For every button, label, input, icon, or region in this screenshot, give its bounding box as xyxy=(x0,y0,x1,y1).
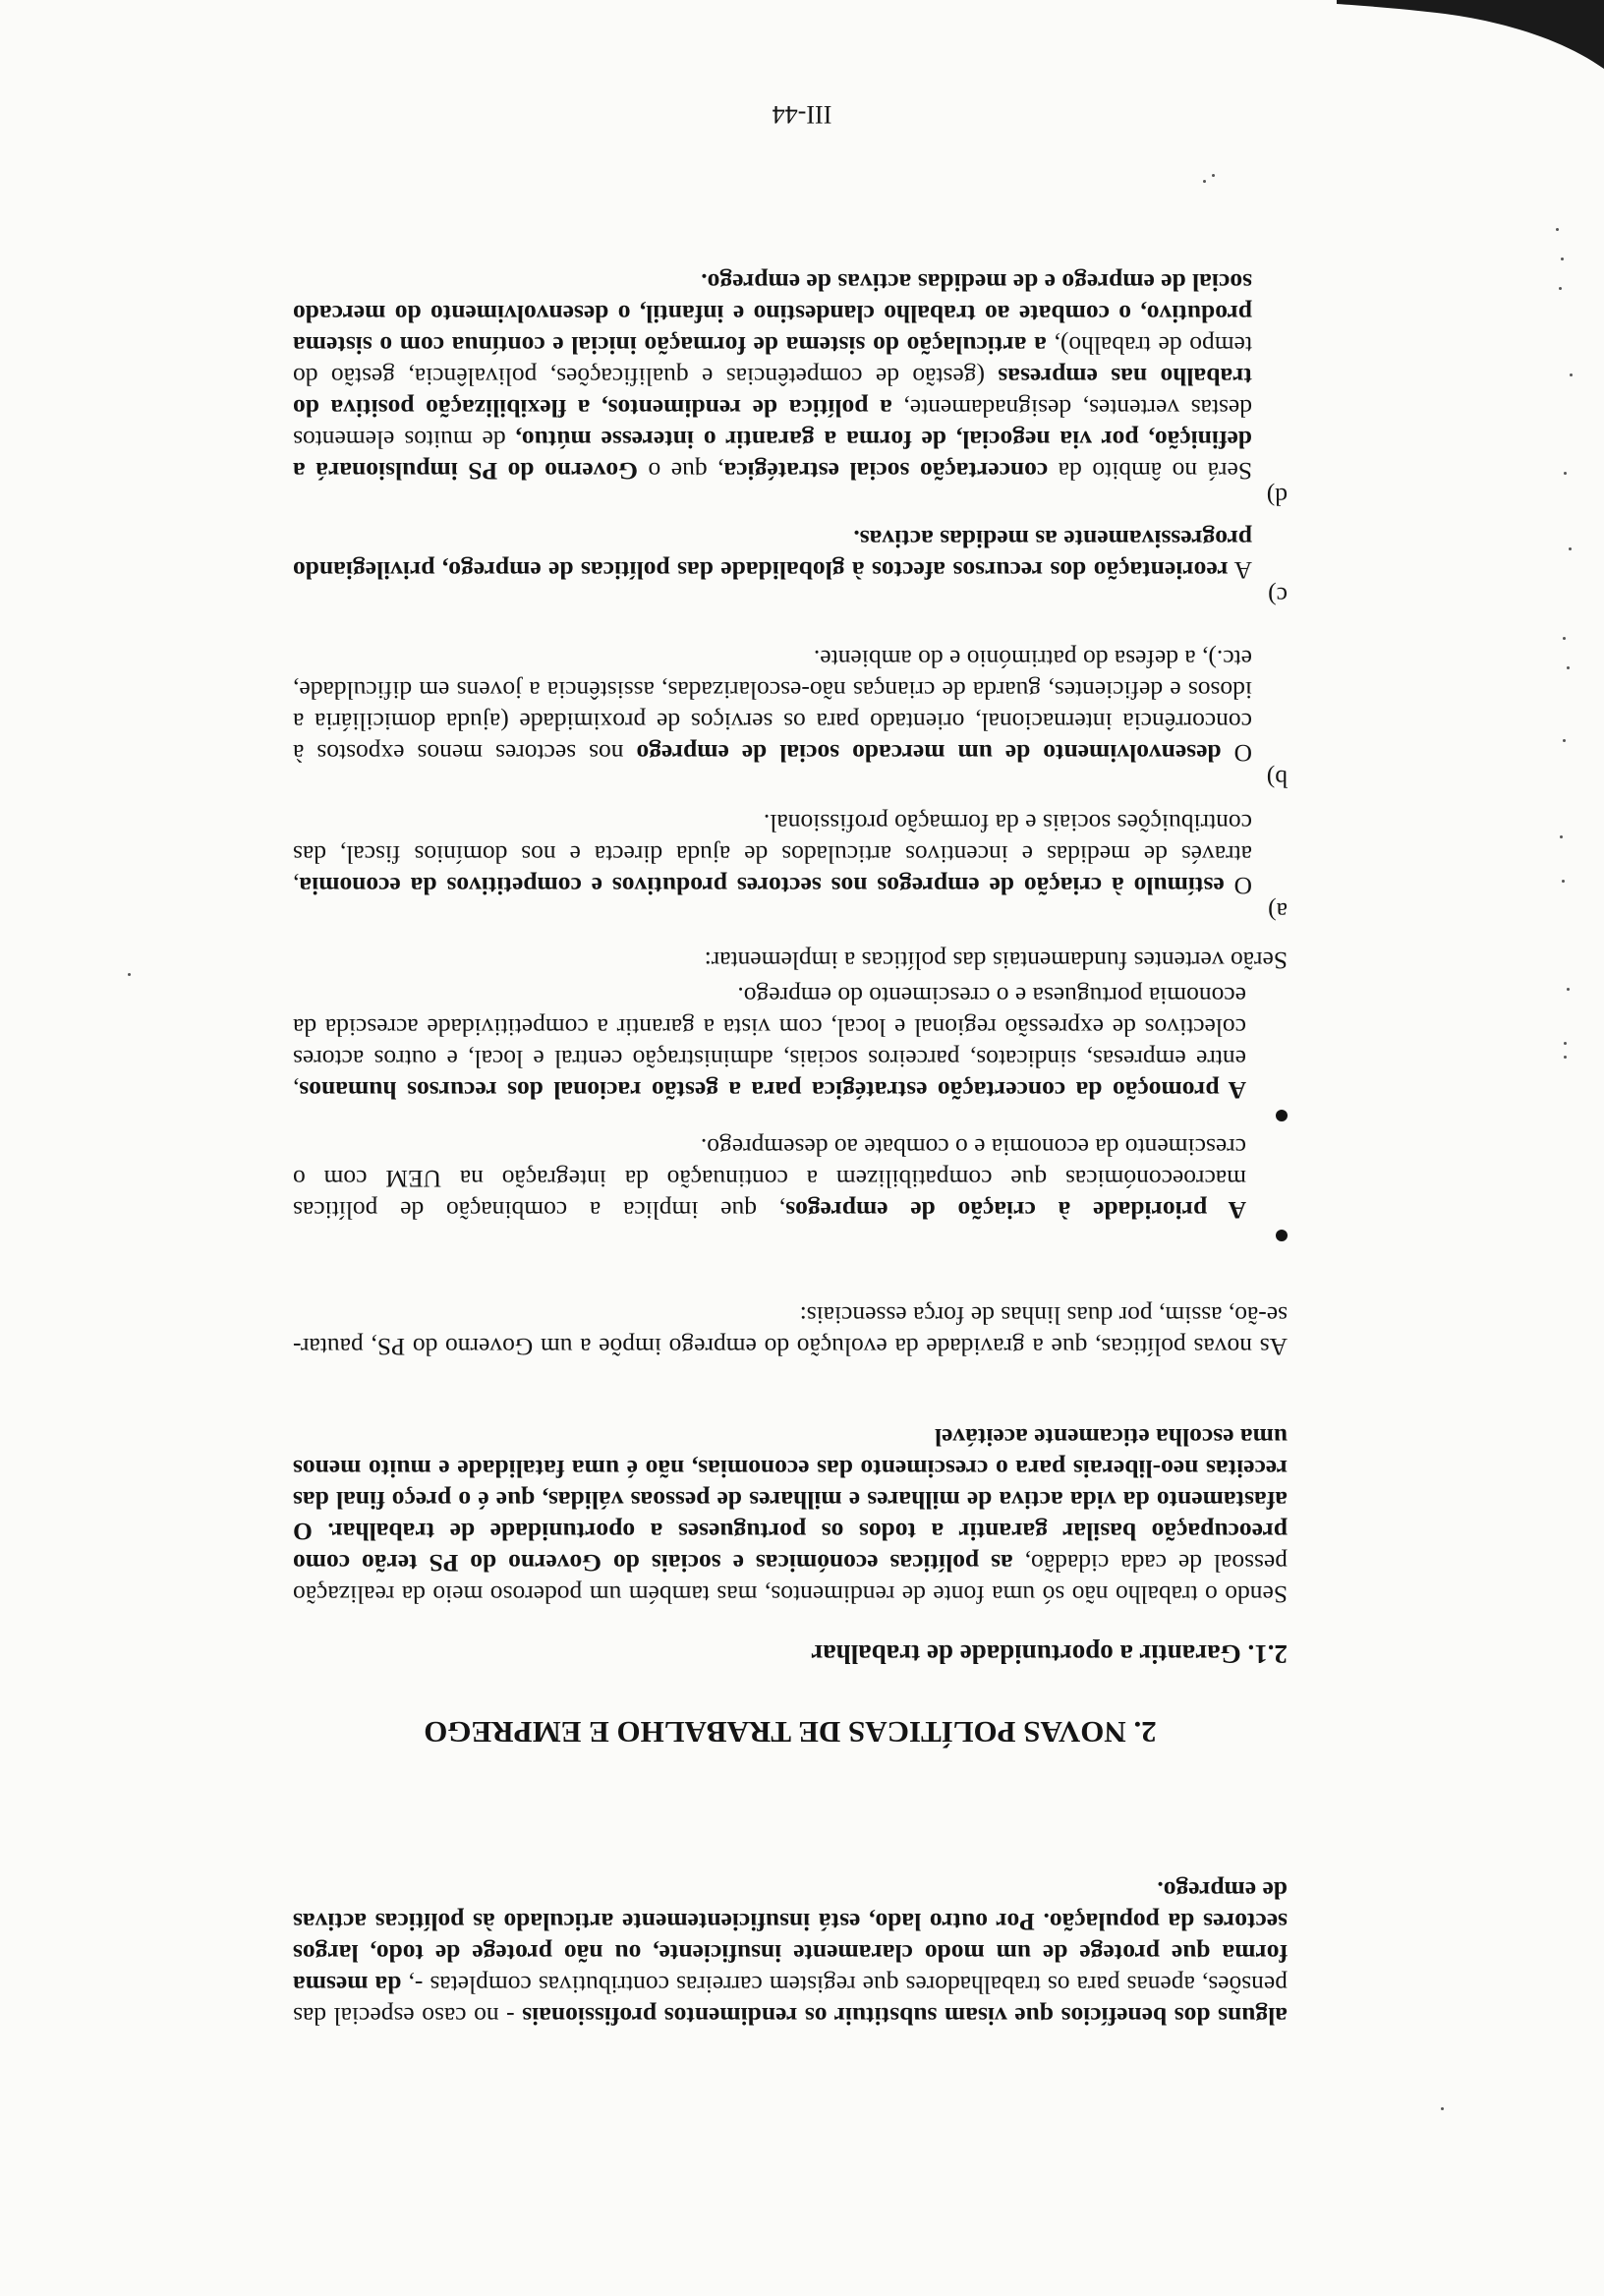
bullet-dot-icon xyxy=(1276,1110,1288,1121)
bullet-bold: A prioridade à criação de empregos xyxy=(785,1196,1246,1226)
list-item-start: Será no âmbito da xyxy=(1048,457,1252,487)
list-item-label: c) xyxy=(1268,582,1288,610)
section-title: 2. NOVAS POLÍTICAS DE TRABALHO E EMPREGO xyxy=(424,1715,1157,1750)
novas-politicas-paragraph xyxy=(293,1299,1288,1362)
subsection-title: 2.1. Garantir a oportunidade de trabalhar xyxy=(811,1639,1288,1669)
list-item-bold-2: Governo do PS impulsionará a definição, por via negocial, de forma a garantir o interesse mútuo, xyxy=(293,426,1252,487)
list-item-start: O xyxy=(1224,872,1252,901)
list-item-bold: concertação social estratégica xyxy=(723,457,1049,487)
bullet-dot-icon xyxy=(1276,1230,1288,1241)
list-item-start: A xyxy=(1228,556,1252,586)
page-number: III-44 xyxy=(772,100,832,129)
bullet-bold: A promoção da concertação estratégica para a gestão racional dos recursos humanos xyxy=(299,1076,1246,1106)
intro-paragraph xyxy=(293,1421,1288,1610)
list-item-bold: desenvolvimento de um mercado social de emprego xyxy=(636,739,1222,769)
list-item-rest-2: de muitos elementos destas vertentes, designadamente, xyxy=(293,394,1252,455)
top-paragraph-tail: da mesma forma que protege de um modo claramente insuficiente, ou não protege de todo, largos sectores da população. Por outro lado, está insuficientemente articulado às políticas activas de emprego. xyxy=(293,1876,1288,1999)
list-item-label: a) xyxy=(1268,897,1288,926)
list-item-bold: estímulo à criação de empregos nos sectores produtivos e competitivos da economia xyxy=(299,872,1225,901)
list-item-b xyxy=(293,618,1288,794)
top-paragraph xyxy=(293,1874,1288,2032)
top-paragraph-lead: alguns dos benefícios que visam substituir os rendimentos profissionais xyxy=(522,2002,1288,2031)
list-item-start: O xyxy=(1221,739,1252,769)
list-item-d xyxy=(293,242,1288,512)
list-item-bold: reorientação dos recursos afectos à globalidade das políticas de emprego, privilegiando progressivamente as medidas activas. xyxy=(293,525,1252,586)
list-item-rest: , que o xyxy=(637,457,724,487)
list-item-rest-3: (gestão de competências e qualificações, polivalência, gestão do tempo de trabalho), xyxy=(293,331,1252,392)
list-item-rest: , através de medidas e incentivos articulados de ajuda directa e nos domínios fiscal, das contribuições sociais e da formação profissional. xyxy=(293,809,1252,901)
list-item-rest: nos sectores menos expostos à concorrência internacional, orientado para os serviços de proximidade (ajuda domiciliária a idosos e deficientes, guarda de crianças não-escolarizadas, assistência a jovens em dificuldade, etc.), a defesa do património e do ambiente. xyxy=(293,645,1252,769)
list-item-c xyxy=(293,498,1288,611)
novas-politicas-text: As novas políticas, que a gravidade da evolução do emprego impõe a um Governo do PS, pautar-se-ão, assim, por duas linhas de força essenciais: xyxy=(293,1301,1288,1361)
list-item-label: b) xyxy=(1266,765,1288,793)
intro-plain: Sendo o trabalho não só uma fonte de rendimentos, mas também um poderoso meio da realização pessoal de cada cidadão, xyxy=(293,1549,1288,1609)
bullet-rest: , entre empresas, sindicatos, parceiros sociais, administração central e local, e outros actores colectivos de expressão regional e local, com vista a garantir a competitividade acrescida da economia portuguesa e o crescimento do emprego. xyxy=(293,982,1246,1106)
list-item-bold-4: a articulação do sistema de formação inicial e contínua com o sistema produtivo, o combate ao trabalho clandestino e infantil, o desenvolvimento do mercado social de emprego e de medidas activas de emprego. xyxy=(293,268,1252,361)
bullet-rest: , que implica a combinação de políticas macroeconómicas que compatibilizem a continuação da integração na UEM com o crescimento da economia e o combate ao desemprego. xyxy=(293,1133,1246,1226)
list-item-a xyxy=(293,782,1288,927)
list-item-bold-3: a política de rendimentos, a flexibilização positiva do trabalho nas empresas xyxy=(293,363,1252,424)
top-paragraph-middle: - no caso especial das pensões, apenas para os trabalhadores que registem carreiras contributivas completas -, xyxy=(293,1971,1288,2031)
intro-bold: as políticas económicas e sociais do Governo do PS terão como preocupação basilar garantir a todos os portugueses a oportunidade de trabalhar. O afastamento da vida activa de milhares e milhares de pessoas válidas, que é o preço final das receitas neo-liberais para o crescimento das economias, não é uma fatalidade e muito menos uma escolha eticamente aceitável xyxy=(293,1423,1288,1578)
bullet-item xyxy=(293,955,1288,1131)
list-item-label: d) xyxy=(1266,483,1288,511)
vertentes-intro-text: Serão vertentes fundamentais das políticas a implementar: xyxy=(704,947,1288,975)
vertentes-intro xyxy=(293,945,1288,976)
